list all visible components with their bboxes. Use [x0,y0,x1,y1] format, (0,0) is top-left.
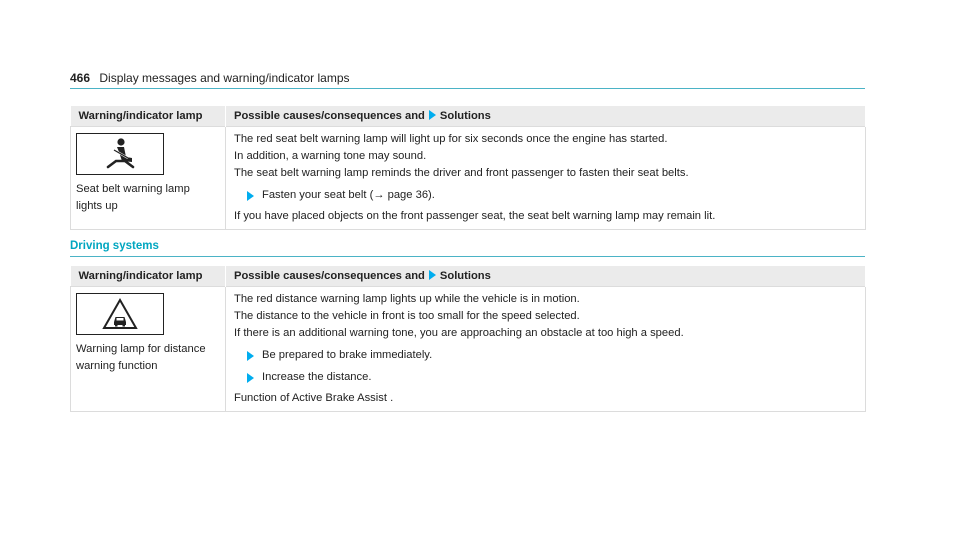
cause-line-1: The red seat belt warning lamp will light up for six seconds once the engine has started. [234,133,668,145]
solution-step [247,187,857,204]
col-header-solutions-text: Solutions [439,110,491,122]
solution-step [247,347,857,364]
lamp-name: Seat belt warning lamp lights up [76,183,190,212]
solution-step-text: Be prepared to brake immediately. [262,349,433,361]
table-row [71,287,866,412]
cause-line-3: If there is an additional warning tone, you are approaching an obstacle at too high a speed. [234,327,684,339]
solution-step-text: Increase the distance. [262,371,372,383]
col-header-lamp: Warning/indicator lamp [71,106,226,127]
page-header [70,71,865,89]
solutions-arrow-icon [429,270,436,280]
col-header-lamp: Warning/indicator lamp [71,266,226,287]
page-number: 466 [70,71,91,85]
step-arrow-icon [247,373,254,383]
distance-warning-icon [76,293,164,335]
col-header-solutions-text: Solutions [439,270,491,282]
cause-line-1: The red distance warning lamp lights up while the vehicle is in motion. [234,293,580,305]
solution-step-text[interactable]: Fasten your seat belt (→ page 36). [262,189,435,201]
step-arrow-icon [247,351,254,361]
col-header-causes-text: Possible causes/consequences and [234,270,425,282]
table-row [71,127,866,230]
solution-step [247,369,857,386]
solutions-arrow-icon [429,110,436,120]
col-header-causes-text: Possible causes/consequences and [234,110,425,122]
causes-cell [226,127,866,230]
cause-line-3: The seat belt warning lamp reminds the driver and front passenger to fasten their seat belts. [234,167,689,179]
page-header-title: Display messages and warning/indicator lamps [99,71,350,85]
col-header-causes [226,266,866,287]
cause-note: Function of Active Brake Assist . [234,392,394,404]
step-arrow-icon [247,191,254,201]
lamp-cell [71,287,226,412]
cause-line-2: The distance to the vehicle in front is too small for the speed selected. [234,310,580,322]
lamp-cell [71,127,226,230]
seat-belt-table [70,106,866,230]
seat-belt-warning-icon [76,133,164,175]
cause-note: If you have placed objects on the front passenger seat, the seat belt warning lamp may remain lit. [234,210,716,222]
distance-warning-table [70,266,866,412]
cause-line-2: In addition, a warning tone may sound. [234,150,427,162]
col-header-causes [226,106,866,127]
causes-cell [226,287,866,412]
lamp-name: Warning lamp for distance warning function [76,343,206,372]
section-title: Driving systems [70,240,865,257]
